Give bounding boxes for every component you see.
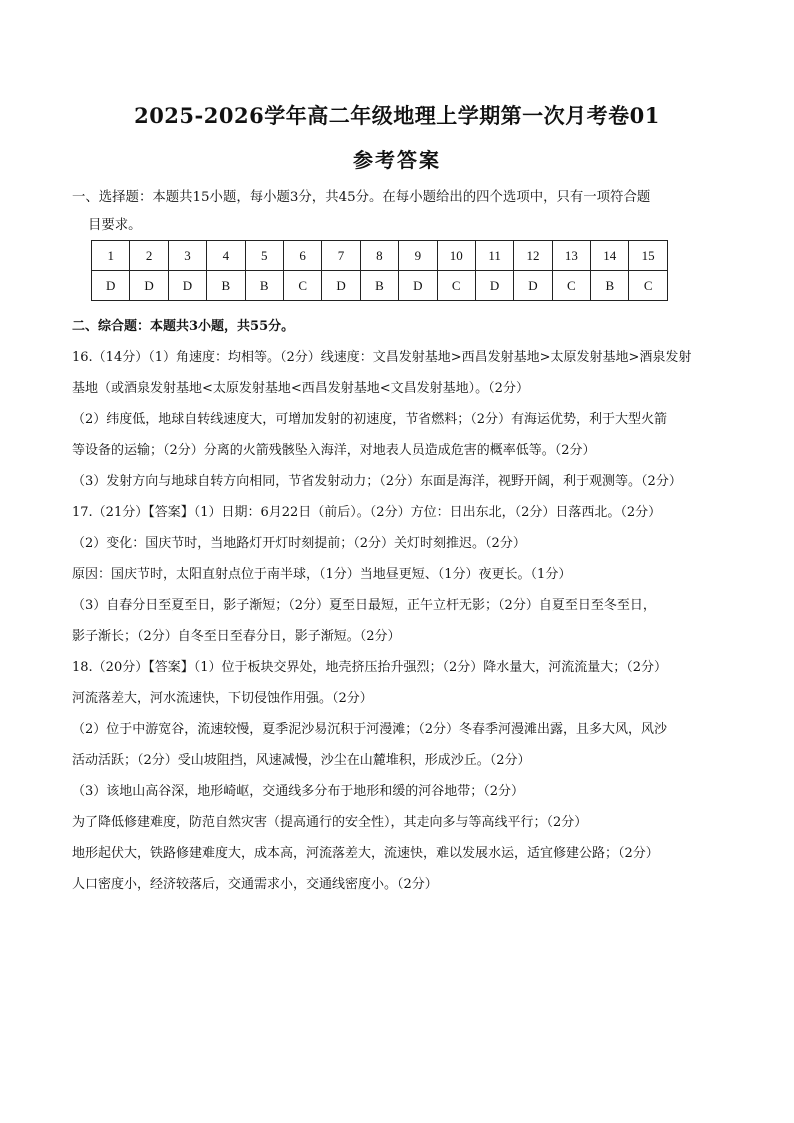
- answer-line: 原因：国庆节时，太阳直射点位于南半球，（1分）当地昼更短、（1分）夜更长。（1分）: [72, 567, 572, 582]
- answer-letter: D: [130, 271, 168, 301]
- question-number: 4: [207, 241, 245, 271]
- answer-letter: B: [245, 271, 283, 301]
- answer-line: 人口密度小，经济较落后，交通需求小，交通线密度小。（2分）: [72, 877, 438, 892]
- answer-line: 18.（20分）【答案】（1）位于板块交界处，地壳挤压抬升强烈；（2分）降水量大，河流流量大；（2分）: [72, 660, 668, 675]
- answer-line: （2）位于中游宽谷，流速较慢，夏季泥沙易沉积于河漫滩；（2分）冬春季河漫滩出露，且多大风，风沙: [72, 722, 668, 737]
- answer-line: 等设备的运输；（2分）分离的火箭残骸坠入海洋，对地表人员造成危害的概率低等。（2分）: [72, 443, 596, 458]
- answer-line: （3）发射方向与地球自转方向相同，节省发射动力；（2分）东面是海洋，视野开阔，利于观测等。（2分）: [72, 474, 682, 489]
- answer-letter: B: [591, 271, 629, 301]
- answer-line: 地形起伏大，铁路修建难度大，成本高，河流落差大，流速快，难以发展水运，适宜修建公路；（2分）: [72, 846, 659, 861]
- answer-body: [72, 311, 732, 900]
- answer-line: 河流落差大，河水流速快，下切侵蚀作用强。（2分）: [72, 691, 373, 706]
- answer-letter: B: [207, 271, 245, 301]
- answer-letter: B: [360, 271, 398, 301]
- answer-letter: C: [552, 271, 590, 301]
- answer-line: （2）纬度低，地球自转线速度大，可增加发射的初速度，节省燃料；（2分）有海运优势，利于大型火箭: [72, 412, 668, 427]
- answer-line: （2）变化：国庆节时，当地路灯开灯时刻提前；（2分）关灯时刻推迟。（2分）: [72, 536, 526, 551]
- answer-letter: D: [514, 271, 552, 301]
- answer-table-number-row: [92, 241, 668, 271]
- question-number: 7: [322, 241, 360, 271]
- section1-line1: 一、选择题：本题共15小题，每小题3分，共45分。在每小题给出的四个选项中，只有一项符合题: [72, 190, 651, 205]
- answer-line: 16.（14分）（1）角速度：均相等。（2分）线速度：文昌发射基地>西昌发射基地>太原发射基地>酒泉发射: [72, 350, 692, 365]
- answer-letter: C: [629, 271, 667, 301]
- question-number: 9: [399, 241, 437, 271]
- answer-line: 活动活跃；（2分）受山坡阻挡，风速减慢，沙尘在山麓堆积，形成沙丘。（2分）: [72, 753, 531, 768]
- question-number: 3: [168, 241, 206, 271]
- section2-heading: 二、综合题：本题共3小题，共55分。: [72, 319, 295, 334]
- section-multiple-choice-heading: [72, 184, 732, 240]
- question-number: 8: [360, 241, 398, 271]
- question-number: 13: [552, 241, 590, 271]
- question-number: 11: [475, 241, 513, 271]
- question-number: 1: [92, 241, 130, 271]
- answer-letter: D: [399, 271, 437, 301]
- question-number: 10: [437, 241, 475, 271]
- question-number: 6: [283, 241, 321, 271]
- question-number: 12: [514, 241, 552, 271]
- answer-letter: C: [283, 271, 321, 301]
- answer-line: 为了降低修建难度，防范自然灾害（提高通行的安全性），其走向多与等高线平行；（2分）: [72, 815, 588, 830]
- answer-line: （3）自春分日至夏至日，影子渐短；（2分）夏至日最短，正午立杆无影；（2分）自夏至日至冬至日，: [72, 598, 656, 613]
- answer-letter: D: [92, 271, 130, 301]
- page-subtitle: 参考答案: [353, 148, 441, 172]
- answer-line: 17.（21分）【答案】（1）日期：6月22日（前后）。（2分）方位：日出东北，（2分）日落西北。（2分）: [72, 505, 662, 520]
- answer-letter: D: [475, 271, 513, 301]
- question-number: 2: [130, 241, 168, 271]
- answer-table-answer-row: [92, 271, 668, 301]
- section1-line2: 目要求。: [88, 218, 142, 233]
- answer-line: （3）该地山高谷深，地形崎岖，交通线多分布于地形和缓的河谷地带；（2分）: [72, 784, 525, 799]
- answer-line: 影子渐长；（2分）自冬至日至春分日，影子渐短。（2分）: [72, 629, 401, 644]
- page-title: 2025-2026学年高二年级地理上学期第一次月考卷01: [134, 103, 660, 128]
- question-number: 5: [245, 241, 283, 271]
- answer-line: 基地（或酒泉发射基地<太原发射基地<西昌发射基地<文昌发射基地）。（2分）: [72, 381, 529, 396]
- answer-table: [91, 240, 668, 301]
- answer-letter: C: [437, 271, 475, 301]
- answer-letter: D: [322, 271, 360, 301]
- question-number: 14: [591, 241, 629, 271]
- question-number: 15: [629, 241, 667, 271]
- answer-letter: D: [168, 271, 206, 301]
